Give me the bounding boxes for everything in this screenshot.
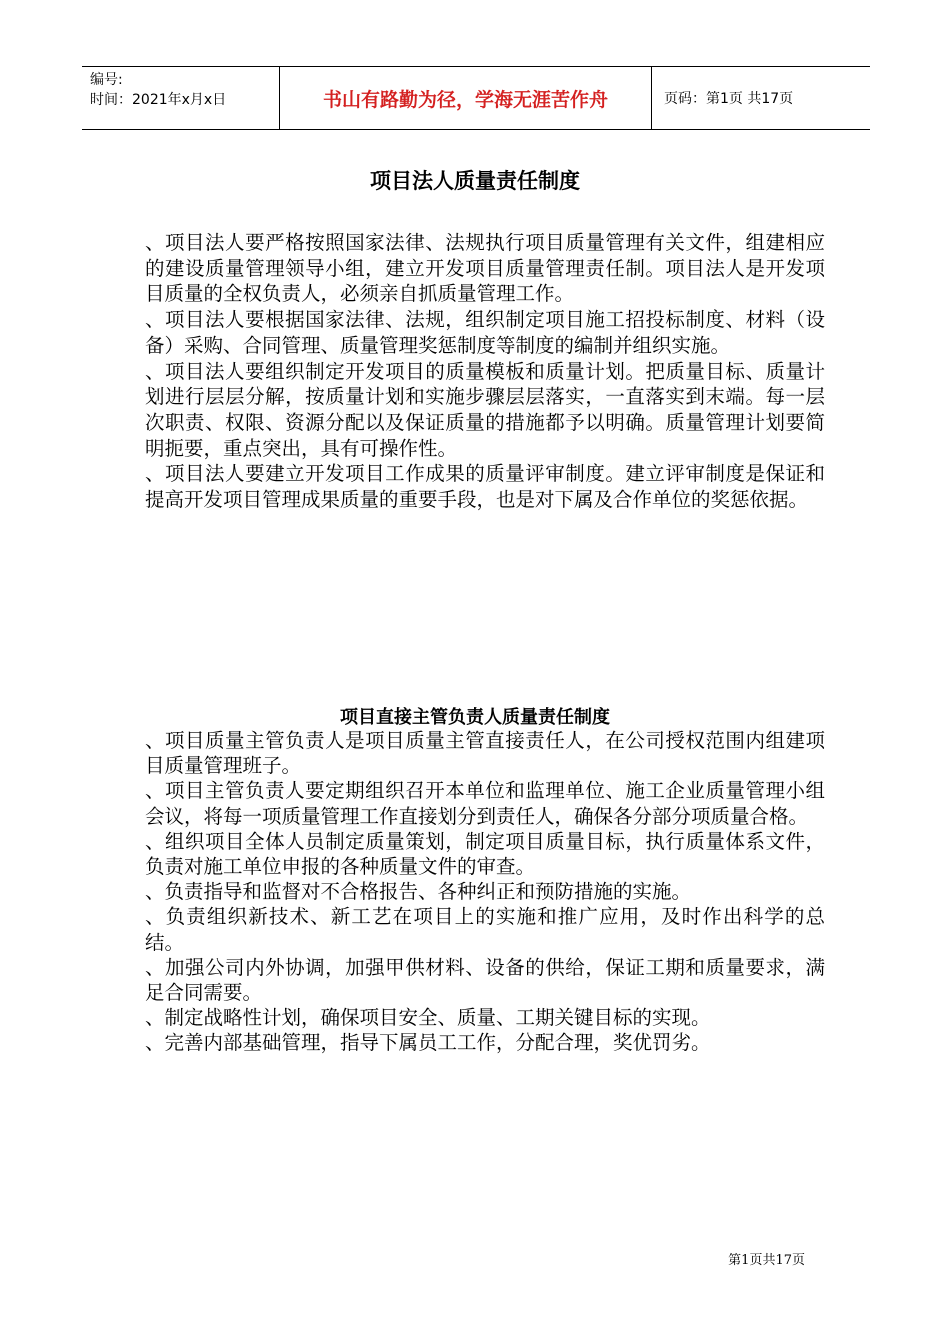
section2-paragraph: 、负责组织新技术、新工艺在项目上的实施和推广应用，及时作出科学的总结。	[145, 905, 825, 954]
section1-paragraph: 、项目法人要根据国家法律、法规，组织制定项目施工招投标制度、材料（设备）采购、合同管理、质量管理奖惩制度等制度的编制并组织实施。	[145, 308, 825, 357]
section1-paragraph: 、项目法人要严格按照国家法律、法规执行项目质量管理有关文件，组建相应的建设质量管理领导小组，建立开发项目质量管理责任制。项目法人是开发项目质量的全权负责人，必须亲自抓质量管理工作。	[145, 231, 825, 306]
section2-body	[145, 728, 825, 1056]
section1-body	[145, 230, 825, 513]
section2-paragraph: 、制定战略性计划，确保项目安全、质量、工期关键目标的实现。	[145, 1006, 711, 1030]
section2-title: 项目直接主管负责人质量责任制度	[340, 707, 610, 728]
section1-paragraph: 、项目法人要组织制定开发项目的质量模板和质量计划。把质量目标、质量计划进行层层分解，按质量计划和实施步骤层层落实，一直落实到末端。每一层次职责、权限、资源分配以及保证质量的措施都予以明确。质量管理计划要简明扼要，重点突出，具有可操作性。	[145, 359, 825, 460]
page-header	[82, 66, 870, 130]
header-page-info: 页码：第1页 共17页	[664, 91, 794, 107]
header-meta	[82, 67, 280, 129]
section1-paragraph: 、项目法人要建立开发项目工作成果的质量评审制度。建立评审制度是保证和提高开发项目管理成果质量的重要手段，也是对下属及合作单位的奖惩依据。	[145, 462, 825, 512]
section2-paragraph: 、负责指导和监督对不合格报告、各种纠正和预防措施的实施。	[145, 880, 692, 904]
section2-paragraph: 、组织项目全体人员制定质量策划，制定项目质量目标，执行质量体系文件，负责对施工单位申报的各种质量文件的审查。	[145, 829, 825, 879]
time-label: 时间：2021年x月x日	[90, 92, 227, 108]
section1-title: 项目法人质量责任制度	[370, 169, 580, 193]
section2-paragraph: 、加强公司内外协调，加强甲供材料、设备的供给，保证工期和质量要求，满足合同需要。	[145, 955, 825, 1005]
section2-paragraph: 、项目质量主管负责人是项目质量主管直接责任人，在公司授权范围内组建项目质量管理班子。	[145, 729, 825, 778]
footer-page-number: 第1页共17页	[728, 1253, 805, 1268]
section2-paragraph: 、完善内部基础管理，指导下属员工工作，分配合理，奖优罚劣。	[145, 1031, 711, 1055]
section2-paragraph: 、项目主管负责人要定期组织召开本单位和监理单位、施工企业质量管理小组会议，将每一项质量管理工作直接划分到责任人，确保各分部分项质量合格。	[145, 779, 825, 828]
header-motto: 书山有路勤为径，学海无涯苦作舟	[280, 67, 652, 129]
number-label: 编号:	[90, 72, 123, 88]
